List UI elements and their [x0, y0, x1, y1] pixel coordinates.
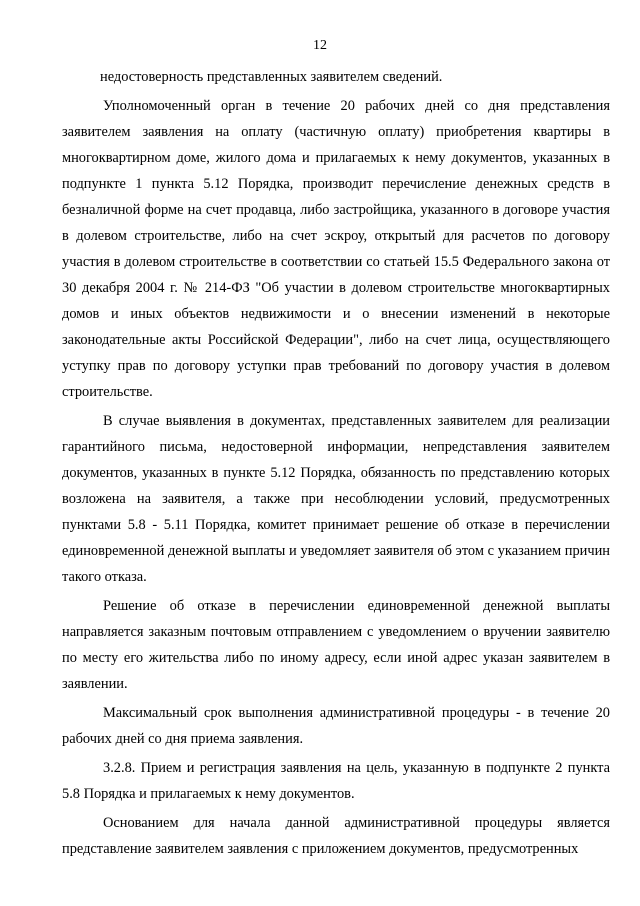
paragraph-transfer-procedure: Уполномоченный орган в течение 20 рабочих дней со дня представления заявителем заявления на оплату (частичную оплату) приобретения квартиры в многоквартирном доме, жилого дома и прилагаемых к нему документов, указанных в подпункте 1 пункта 5.12 Порядка, производит перечисление денежных средств в безналичной форме на счет продавца, либо застройщика, указанного в договоре участия в долевом строительстве, либо на счет эскроу, открытый для расчетов по договору участия в долевом строительстве в соответствии со статьей 15.5 Федерального закона от 30 декабря 2004 г. № 214-ФЗ "Об участии в долевом строительстве многоквартирных домов и иных объектов недвижимости и о внесении изменений в некоторые законодательные акты Российской Федерации", либо на счет лица, осуществляющего уступку прав по договору уступки прав требований по договору участия в долевом строительстве.	[62, 98, 610, 400]
paragraph-procedure-basis: Основанием для начала данной административной процедуры является представление заявителем заявления с приложением документов, предусмотренных	[62, 815, 610, 857]
paragraph-continuation: недостоверность представленных заявителем сведений.	[100, 69, 443, 85]
section-3-2-8-heading: 3.2.8. Прием и регистрация заявления на цель, указанную в подпункте 2 пункта 5.8 Порядка и прилагаемых к нему документов.	[62, 760, 610, 802]
paragraph-refusal-conditions: В случае выявления в документах, представленных заявителем для реализации гарантийного письма, недостоверной информации, непредставления заявителем документов, указанных в пункте 5.12 Порядка, обязанность по представлению которых возложена на заявителя, а также при несоблюдении условий, предусмотренных пунктами 5.8 - 5.11 Порядка, комитет принимает решение об отказе в перечислении единовременной денежной выплаты и уведомляет заявителя об этом с указанием причин такого отказа.	[62, 413, 610, 585]
paragraph-refusal-notice: Решение об отказе в перечислении единовременной денежной выплаты направляется заказным почтовым отправлением с уведомлением о вручении заявителю по месту его жительства либо по иному адресу, если иной адрес указан заявителем в заявлении.	[62, 598, 610, 692]
paragraph-max-term: Максимальный срок выполнения административной процедуры - в течение 20 рабочих дней со дня приема заявления.	[62, 705, 610, 747]
document-body	[62, 64, 610, 862]
page-number: 12	[313, 38, 327, 53]
